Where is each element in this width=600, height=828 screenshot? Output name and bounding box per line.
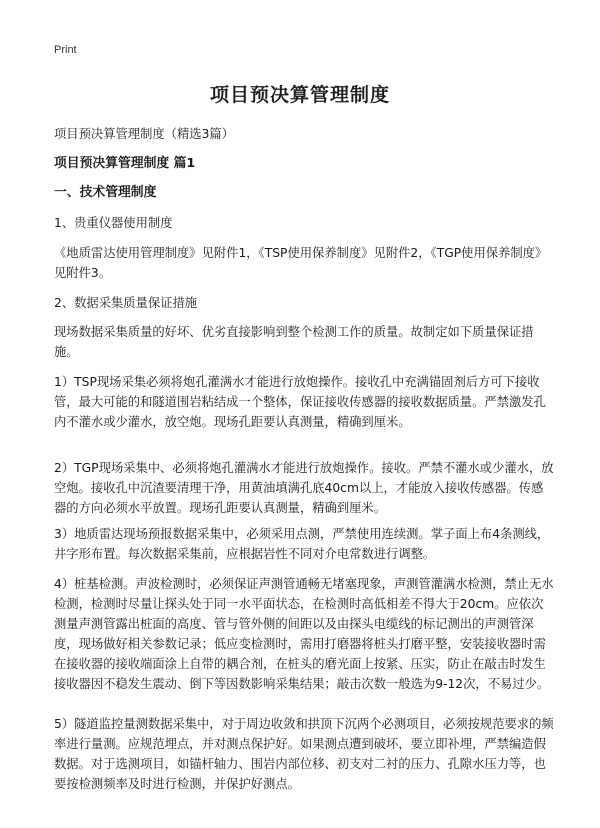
section-heading: 项目预决算管理制度 篇1 (54, 156, 196, 171)
subtitle: 项目预决算管理制度（精选3篇） (54, 127, 234, 141)
item2-intro: 现场数据采集质量的好坏、优劣直接影响到整个检测工作的质量。故制定如下质量保证措施。 (54, 325, 534, 359)
paragraph-5: 5）隧道监控量测数据采集中，对于周边收敛和拱顶下沉两个必测项目，必须按规范要求的频率进行量测。应规范埋点，并对测点保护好。如果测点遭到破坏，要立即补埋，严禁编造假数据。对于选测项目，如锚杆轴力、围岩内部位移、初支对二衬的压力、孔隙水压力等，也要按检测频率及时进行检测，并保护好测点。 (54, 717, 554, 791)
paragraph-2: 2）TGP现场采集中、必须将炮孔灌满水才能进行放炮操作。接收。严禁不灌水或少灌水，放空炮。接收孔中沉渣要清理干净，用黄油填满孔底40cm以上，才能放入接收传感器。传感器的方向必须水平放置。现场孔距要认真测量，精确到厘米。 (54, 461, 554, 515)
item1-text: 《地质雷达使用管理制度》见附件1，《TSP使用保养制度》见附件2，《TGP使用保养制度》见附件3。 (54, 246, 548, 280)
page-title: 项目预决算管理制度 (209, 84, 390, 106)
item2-heading: 2、数据采集质量保证措施 (54, 296, 198, 310)
print-label: Print (54, 44, 77, 56)
paragraph-4: 4）桩基检测。声波检测时，必须保证声测管通畅无堵塞现象，声测管灌满水检测，禁止无水检测，检测时尽量让探头处于同一水平面状态，在检测时高低相差不得大于20cm。应依次测量声测管露出桩面的高度、管与管外侧的间距以及由探头电缆线的标记测出的声测管深度，现场做好相关参数记录；低应变检测时，需用打磨器将桩头打磨平整，安装接收器时需在接收器的接收端面涂上自带的耦合剂，在桩头的磨光面上按紧、压实，防止在敲击时发生接收器因不稳发生震动、倒下等因数影响采集结果；敲击次数一般选为9-12次，不易过少。 (54, 577, 554, 691)
heading-technical-management: 一、技术管理制度 (54, 185, 157, 200)
item1-heading: 1、贵重仪器使用制度 (54, 216, 173, 230)
paragraph-1: 1）TSP现场采集必须将炮孔灌满水才能进行放炮操作。接收孔中充满锚固剂后方可下接收管，最大可能的和隧道围岩粘结成一个整体，保证接收传感器的接收数据质量。严禁激发孔内不灌水或少灌水，放空炮。现场孔距要认真测量，精确到厘米。 (54, 375, 546, 429)
paragraph-3: 3）地质雷达现场预报数据采集中，必须采用点测，严禁使用连续测。掌子面上布4条测线，井字形布置。每次数据采集前，应根据岩性不同对介电常数进行调整。 (54, 527, 550, 561)
